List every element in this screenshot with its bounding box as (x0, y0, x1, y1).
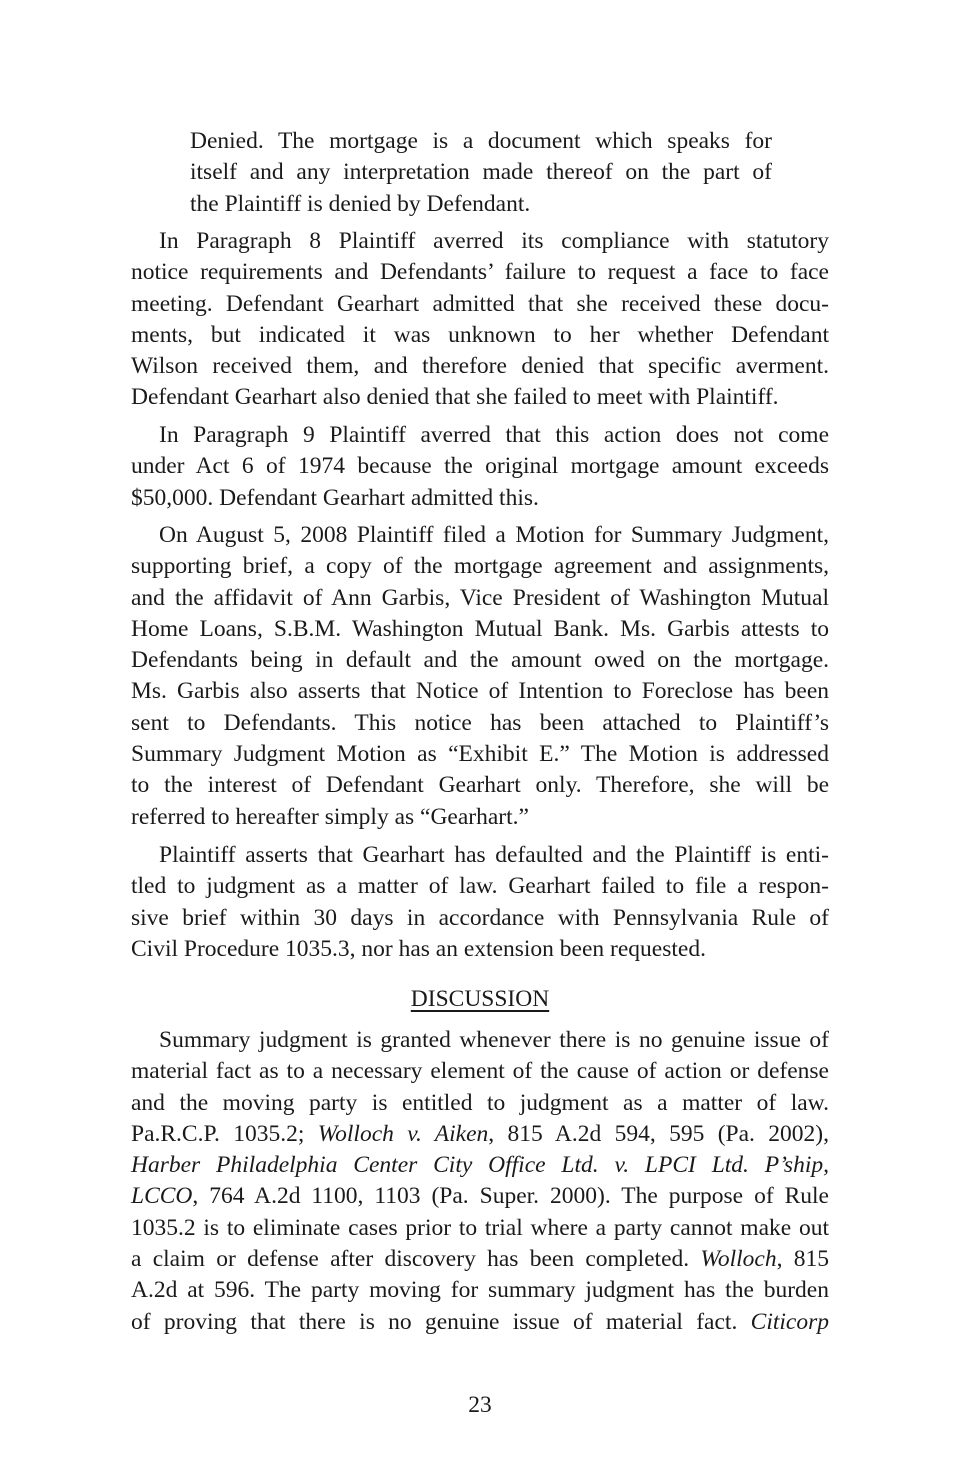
quote-line: the Plaintiff is denied by Defendant. (190, 190, 531, 217)
text-line: Wilson received them, and therefore denied that specific averment. (131, 353, 829, 380)
text-line: In Paragraph 9 Plaintiff averred that this action does not come (159, 422, 829, 448)
text-line: Summary Judgment Motion as “Exhibit E.” The Motion is addressed (131, 741, 829, 768)
text-line: Civil Procedure 1035.3, nor has an extension been requested. (131, 935, 706, 962)
case-name: Wolloch v. Aiken (317, 1120, 489, 1147)
text-line (131, 1307, 829, 1338)
case-name: Citicorp (750, 1308, 829, 1335)
text-line: and the moving party is entitled to judgment as a matter of law. (131, 1089, 829, 1116)
paragraph-assertion (131, 840, 829, 965)
citation-text: , 764 A.2d 1100, 1103 (Pa. Super. 2000). The purpose of Rule (192, 1183, 829, 1210)
text-line: meeting. Defendant Gearhart admitted that she received these docu- (131, 290, 829, 317)
text-line: tled to judgment as a matter of law. Gearhart failed to file a respon- (131, 873, 829, 900)
quoted-denial-block (190, 126, 772, 220)
text-line: sent to Defendants. This notice has been attached to Plaintiff’s (131, 709, 829, 736)
text-line (131, 1119, 829, 1150)
paragraph-motion (131, 520, 829, 833)
page-number: 23 (468, 1392, 492, 1418)
text-line: to the interest of Defendant Gearhart only. Therefore, she will be (131, 772, 829, 799)
text-line (131, 1244, 829, 1275)
text-line: under Act 6 of 1974 because the original mortgage amount exceeds (131, 453, 829, 480)
paragraph-discussion (131, 1025, 829, 1338)
text-line: notice requirements and Defendants’ failure to request a face to face (131, 259, 829, 286)
section-heading (0, 984, 960, 1015)
citation-text: Pa.R.C.P. 1035.2; (131, 1120, 318, 1147)
citation-text: of proving that there is no genuine issue of material fact. (131, 1308, 751, 1335)
case-name: LCCO (131, 1183, 193, 1210)
text-line: 1035.2 is to eliminate cases prior to trial where a party cannot make out (131, 1214, 829, 1241)
text-line: referred to hereafter simply as “Gearhart.” (131, 803, 529, 830)
citation-text: , 815 A.2d 594, 595 (Pa. 2002), (488, 1120, 830, 1147)
text-line: On August 5, 2008 Plaintiff filed a Motion for Summary Judgment, (159, 522, 829, 548)
section-heading-text: DISCUSSION (410, 986, 550, 1012)
text-line (131, 1181, 829, 1212)
quote-line: Denied. The mortgage is a document which speaks for (190, 128, 772, 154)
citation-text: , 815 (776, 1246, 830, 1273)
paragraph-8 (131, 226, 829, 414)
text-line: Summary judgment is granted whenever there is no genuine issue of (159, 1027, 829, 1053)
case-name: Harber Philadelphia Center City Office Ltd. v. LPCI Ltd. P’ship, (131, 1152, 829, 1179)
text-line: In Paragraph 8 Plaintiff averred its compliance with statutory (159, 228, 829, 254)
text-line: Home Loans, S.B.M. Washington Mutual Bank. Ms. Garbis attests to (131, 615, 829, 642)
text-line: Ms. Garbis also asserts that Notice of Intention to Foreclose has been (131, 678, 829, 705)
text-line: Defendant Gearhart also denied that she failed to meet with Plaintiff. (131, 384, 779, 411)
text-line: A.2d at 596. The party moving for summary judgment has the burden (131, 1277, 829, 1304)
quote-line: itself and any interpretation made thereof on the part of (190, 159, 772, 186)
text-line (131, 1150, 829, 1181)
text-line: Defendants being in default and the amount owed on the mortgage. (131, 647, 829, 674)
paragraph-9 (131, 420, 829, 514)
text-line: supporting brief, a copy of the mortgage agreement and assignments, (131, 553, 829, 580)
text-line: sive brief within 30 days in accordance with Pennsylvania Rule of (131, 904, 829, 931)
text-line: ments, but indicated it was unknown to her whether Defendant (131, 321, 829, 348)
text-line: and the affidavit of Ann Garbis, Vice President of Washington Mutual (131, 584, 829, 611)
case-name: Wolloch (700, 1246, 777, 1273)
text-line: $50,000. Defendant Gearhart admitted this. (131, 484, 539, 511)
text-line: Plaintiff asserts that Gearhart has defaulted and the Plaintiff is enti- (159, 842, 829, 868)
text-line: material fact as to a necessary element of the cause of action or defense (131, 1058, 829, 1085)
citation-text: a claim or defense after discovery has been completed. (131, 1246, 701, 1273)
